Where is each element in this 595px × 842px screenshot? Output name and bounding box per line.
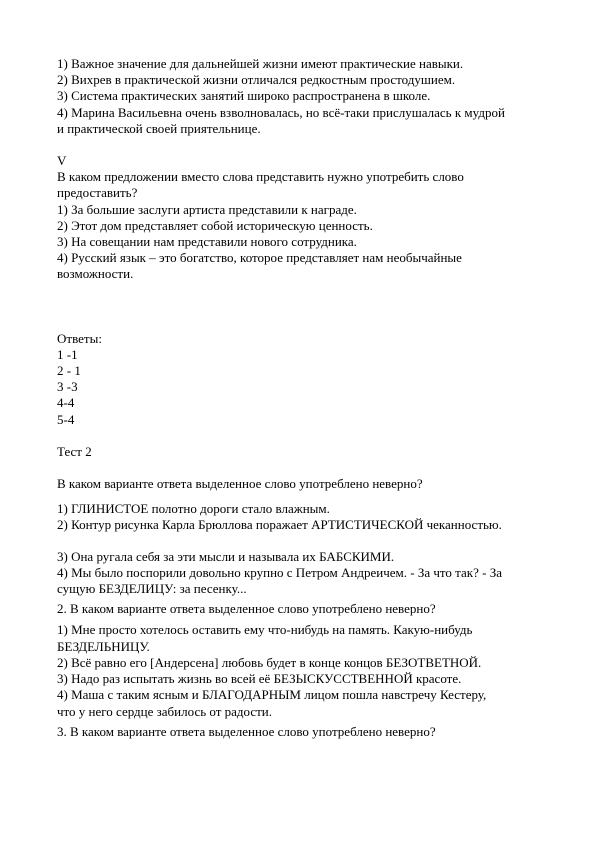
block2-option-3: 3) На совещании нам представили нового сотрудника. xyxy=(57,234,357,250)
test2-q2-option-4-cont: что у него сердце забилось от радости. xyxy=(57,703,273,719)
test2-title: Тест 2 xyxy=(57,443,92,459)
test2-q1-options-b xyxy=(57,549,537,598)
answer-item: 3 -3 xyxy=(57,379,78,395)
block1-option-1: 1) Важное значение для дальнейшей жизни имеют практические навыки. xyxy=(57,56,464,71)
answer-item: 1 -1 xyxy=(57,346,78,362)
block1-option-4-cont: и практической своей приятельнице. xyxy=(57,120,261,136)
block2-option-4: 4) Русский язык – это богатство, которое представляет нам необычайные xyxy=(57,250,462,266)
block1-option-2: 2) Вихрев в практической жизни отличался редкостным простодушием. xyxy=(57,72,456,88)
block2-question-cont: предоставить? xyxy=(57,185,138,201)
test2-q1-option-4-cont: сущую БЕЗДЕЛИЦУ: за песенку... xyxy=(57,581,247,597)
block1-options xyxy=(57,56,537,137)
test2-q1-options-a xyxy=(57,501,537,533)
test2-q2-option-2: 2) Всё равно его [Андерсена] любовь будет в конце концов БЕЗОТВЕТНОЙ. xyxy=(57,654,482,670)
block2 xyxy=(57,153,537,283)
test2-q2-option-4: 4) Маша с таким ясным и БЛАГОДАРНЫМ лицом пошла навстречу Кестеру, xyxy=(57,687,487,703)
block1-option-4: 4) Марина Васильевна очень взволновалась, но всё-таки прислушалась к мудрой xyxy=(57,104,505,120)
block1-option-3: 3) Система практических занятий широко распространена в школе. xyxy=(57,88,431,104)
test2-question-3: 3. В каком варианте ответа выделенное слово употреблено неверно? xyxy=(57,723,436,739)
test2-question-2: 2. В каком варианте ответа выделенное слово употреблено неверно? xyxy=(57,601,436,617)
answer-item: 2 - 1 xyxy=(57,363,81,379)
test2-q2-options xyxy=(57,622,537,719)
test2-q1-option-1: 1) ГЛИНИСТОЕ полотно дороги стало влажным. xyxy=(57,501,330,517)
answers-block xyxy=(57,331,537,428)
answer-item: 4-4 xyxy=(57,395,75,411)
test2-question-1: В каком варианте ответа выделенное слово употреблено неверно? xyxy=(57,476,423,492)
test2-q2-option-3: 3) Надо раз испытать жизнь во всей её БЕЗЫСКУССТВЕННОЙ красоте. xyxy=(57,671,462,687)
block2-option-2: 2) Этот дом представляет собой историческую ценность. xyxy=(57,217,373,233)
test2-q1-option-3: 3) Она ругала себя за эти мысли и называла их БАБСКИМИ. xyxy=(57,548,395,564)
test2-q2-option-1-cont: БЕЗДЕЛЬНИЦУ. xyxy=(57,638,150,654)
block2-heading: V xyxy=(57,153,67,169)
test2-q1-option-4: 4) Мы было поспорили довольно крупно с Петром Андреичем. - За что так? - За xyxy=(57,564,502,580)
document-page xyxy=(57,56,537,740)
answers-title: Ответы: xyxy=(57,330,102,346)
block2-option-4-cont: возможности. xyxy=(57,266,134,282)
test2-q2-option-1: 1) Мне просто хотелось оставить ему что-нибудь на память. Какую-нибудь xyxy=(57,622,473,638)
answer-item: 5-4 xyxy=(57,411,75,427)
block2-question: В каком предложении вместо слова представить нужно употребить слово xyxy=(57,169,464,185)
test2-q1-option-2: 2) Контур рисунка Карла Брюллова поражает АРТИСТИЧЕСКОЙ чеканностью. xyxy=(57,517,502,533)
block2-option-1: 1) За большие заслуги артиста представили к награде. xyxy=(57,201,357,217)
